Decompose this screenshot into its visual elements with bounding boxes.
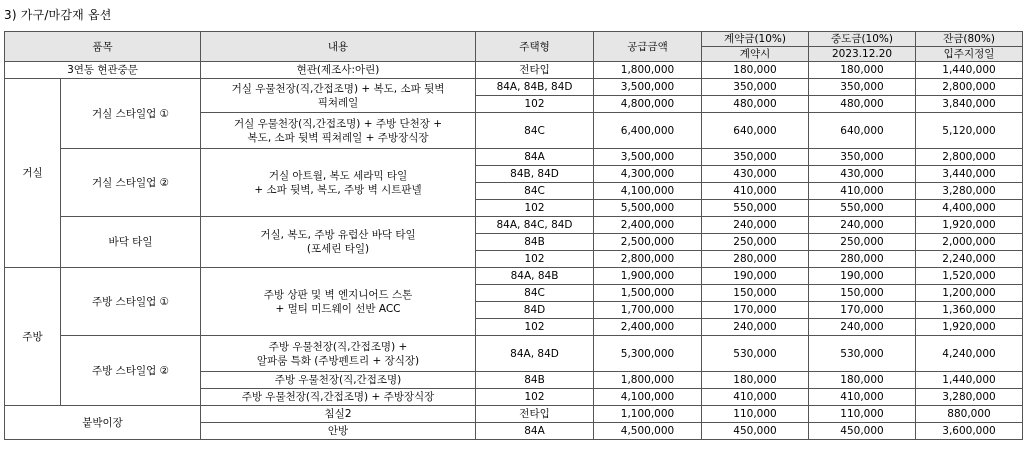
middle-cell: 350,000: [809, 149, 916, 166]
content-line: 거실, 복도, 주방 유럽산 바닥 타일: [260, 229, 416, 241]
balance-cell: 3,840,000: [916, 96, 1023, 113]
contract-cell: 170,000: [702, 302, 809, 319]
type-cell: 84C: [476, 183, 594, 200]
balance-cell: 880,000: [916, 406, 1023, 423]
contract-cell: 430,000: [702, 166, 809, 183]
contract-cell: 410,000: [702, 183, 809, 200]
middle-cell: 410,000: [809, 389, 916, 406]
item-name: 붙박이장: [5, 406, 201, 440]
contract-cell: 240,000: [702, 319, 809, 336]
middle-cell: 170,000: [809, 302, 916, 319]
balance-cell: 1,440,000: [916, 62, 1023, 79]
balance-cell: 5,120,000: [916, 113, 1023, 149]
middle-cell: 180,000: [809, 372, 916, 389]
header-contract-sub: 계약시: [702, 47, 809, 62]
middle-cell: 350,000: [809, 79, 916, 96]
type-cell: 전타입: [476, 406, 594, 423]
content-cell: 주방 우물천장(직,간접조명) + 주방장식장: [201, 389, 476, 406]
type-cell: 84A, 84D: [476, 336, 594, 372]
header-type: 주택형: [476, 32, 594, 62]
table-row: [5, 79, 1023, 96]
balance-cell: 4,240,000: [916, 336, 1023, 372]
middle-cell: 110,000: [809, 406, 916, 423]
balance-cell: 3,600,000: [916, 423, 1023, 440]
content-line: + 멀티 미드웨이 선반 ACC: [275, 302, 401, 315]
balance-cell: 1,360,000: [916, 302, 1023, 319]
contract-cell: 350,000: [702, 79, 809, 96]
contract-cell: 480,000: [702, 96, 809, 113]
price-cell: 3,500,000: [594, 79, 702, 96]
price-cell: 1,800,000: [594, 62, 702, 79]
type-cell: 84A: [476, 423, 594, 440]
type-cell: 84D: [476, 302, 594, 319]
price-cell: 4,100,000: [594, 183, 702, 200]
content-line: 거실 아트월, 복도 세라믹 타일: [268, 169, 408, 182]
contract-cell: 190,000: [702, 268, 809, 285]
contract-cell: 530,000: [702, 336, 809, 372]
header-price: 공급금액: [594, 32, 702, 62]
balance-cell: 1,520,000: [916, 268, 1023, 285]
header-balance: 잔금(80%): [916, 32, 1023, 47]
contract-cell: 280,000: [702, 251, 809, 268]
content-cell: [201, 336, 476, 372]
item-name: 바닥 타일: [61, 217, 201, 268]
header-content: 내용: [201, 32, 476, 62]
table-row: [5, 62, 1023, 79]
balance-cell: 2,000,000: [916, 234, 1023, 251]
content-line: 알파룸 특화 (주방펜트리 + 장식장): [256, 354, 420, 367]
type-cell: 102: [476, 200, 594, 217]
type-cell: 84B: [476, 234, 594, 251]
table-row: [5, 268, 1023, 285]
middle-cell: 640,000: [809, 113, 916, 149]
contract-cell: 150,000: [702, 285, 809, 302]
item-name: 주방 스타일업 ②: [61, 336, 201, 406]
header-item: 품목: [5, 32, 201, 62]
content-line: (포세린 타일): [306, 243, 370, 255]
type-cell: 84B: [476, 372, 594, 389]
content-cell: [201, 79, 476, 113]
middle-cell: 410,000: [809, 183, 916, 200]
content-cell: [201, 217, 476, 268]
item-name: 3연동 현관중문: [5, 62, 201, 79]
price-cell: 6,400,000: [594, 113, 702, 149]
content-line: 주방 우물천장(직,간접조명) +: [268, 340, 408, 353]
type-cell: 102: [476, 251, 594, 268]
table-row: [5, 149, 1023, 166]
price-cell: 1,500,000: [594, 285, 702, 302]
type-cell: 102: [476, 319, 594, 336]
contract-cell: 240,000: [702, 217, 809, 234]
contract-cell: 640,000: [702, 113, 809, 149]
header-middle-sub: 2023.12.20: [809, 47, 916, 62]
balance-cell: 2,800,000: [916, 149, 1023, 166]
middle-cell: 150,000: [809, 285, 916, 302]
price-cell: 1,800,000: [594, 372, 702, 389]
price-cell: 4,300,000: [594, 166, 702, 183]
type-cell: 102: [476, 96, 594, 113]
price-cell: 5,300,000: [594, 336, 702, 372]
content-cell: [201, 149, 476, 217]
group-living: 거실: [5, 79, 61, 268]
middle-cell: 530,000: [809, 336, 916, 372]
item-name: 거실 스타일업 ②: [61, 149, 201, 217]
type-cell: 84A: [476, 149, 594, 166]
price-cell: 2,400,000: [594, 319, 702, 336]
balance-cell: 1,200,000: [916, 285, 1023, 302]
balance-cell: 3,280,000: [916, 183, 1023, 200]
middle-cell: 450,000: [809, 423, 916, 440]
contract-cell: 550,000: [702, 200, 809, 217]
price-cell: 4,800,000: [594, 96, 702, 113]
contract-cell: 250,000: [702, 234, 809, 251]
price-cell: 3,500,000: [594, 149, 702, 166]
item-name: 거실 스타일업 ①: [61, 79, 201, 149]
middle-cell: 250,000: [809, 234, 916, 251]
content-cell: 현관(제조사:아린): [201, 62, 476, 79]
content-cell: [201, 268, 476, 336]
middle-cell: 280,000: [809, 251, 916, 268]
price-cell: 2,800,000: [594, 251, 702, 268]
table-row: [5, 406, 1023, 423]
price-cell: 4,100,000: [594, 389, 702, 406]
table-row: [5, 336, 1023, 372]
price-cell: 1,100,000: [594, 406, 702, 423]
middle-cell: 430,000: [809, 166, 916, 183]
price-cell: 2,500,000: [594, 234, 702, 251]
option-table: [4, 31, 1023, 440]
content-cell: 침실2: [201, 406, 476, 423]
type-cell: 84A, 84B: [476, 268, 594, 285]
contract-cell: 110,000: [702, 406, 809, 423]
contract-cell: 410,000: [702, 389, 809, 406]
table-row: [5, 217, 1023, 234]
content-cell: [201, 113, 476, 149]
price-cell: 4,500,000: [594, 423, 702, 440]
middle-cell: 480,000: [809, 96, 916, 113]
content-line: 거실 우물천장(직,간접조명) + 복도, 소파 뒷벽: [231, 82, 445, 95]
middle-cell: 240,000: [809, 217, 916, 234]
middle-cell: 240,000: [809, 319, 916, 336]
balance-cell: 1,920,000: [916, 217, 1023, 234]
content-line: 복도, 소파 뒷벽 픽쳐레일 + 주방장식장: [247, 131, 429, 144]
contract-cell: 180,000: [702, 62, 809, 79]
balance-cell: 3,280,000: [916, 389, 1023, 406]
type-cell: 84C: [476, 113, 594, 149]
balance-cell: 2,800,000: [916, 79, 1023, 96]
middle-cell: 550,000: [809, 200, 916, 217]
content-cell: 주방 우물천장(직,간접조명): [201, 372, 476, 389]
header-middle: 중도금(10%): [809, 32, 916, 47]
middle-cell: 180,000: [809, 62, 916, 79]
balance-cell: 1,920,000: [916, 319, 1023, 336]
type-cell: 전타입: [476, 62, 594, 79]
contract-cell: 450,000: [702, 423, 809, 440]
content-cell: 안방: [201, 423, 476, 440]
price-cell: 1,900,000: [594, 268, 702, 285]
type-cell: 102: [476, 389, 594, 406]
header-balance-sub: 입주지정일: [916, 47, 1023, 62]
contract-cell: 180,000: [702, 372, 809, 389]
price-cell: 5,500,000: [594, 200, 702, 217]
balance-cell: 2,240,000: [916, 251, 1023, 268]
group-kitchen: 주방: [5, 268, 61, 406]
type-cell: 84C: [476, 285, 594, 302]
section-title: 3) 가구/마감재 옵션: [4, 8, 112, 22]
balance-cell: 1,440,000: [916, 372, 1023, 389]
type-cell: 84A, 84B, 84D: [476, 79, 594, 96]
content-line: 주방 상판 및 벽 엔지니어드 스톤: [263, 288, 413, 301]
content-line: + 소파 뒷벽, 복도, 주방 벽 시트판넬: [254, 183, 422, 196]
type-cell: 84B, 84D: [476, 166, 594, 183]
balance-cell: 3,440,000: [916, 166, 1023, 183]
item-name: 주방 스타일업 ①: [61, 268, 201, 336]
middle-cell: 190,000: [809, 268, 916, 285]
price-cell: 2,400,000: [594, 217, 702, 234]
price-cell: 1,700,000: [594, 302, 702, 319]
content-line: 거실 우물천장(직,간접조명) + 주방 단천장 +: [233, 117, 443, 130]
content-line: 픽쳐레일: [317, 96, 359, 109]
contract-cell: 350,000: [702, 149, 809, 166]
balance-cell: 4,400,000: [916, 200, 1023, 217]
type-cell: 84A, 84C, 84D: [476, 217, 594, 234]
header-contract: 계약금(10%): [702, 32, 809, 47]
